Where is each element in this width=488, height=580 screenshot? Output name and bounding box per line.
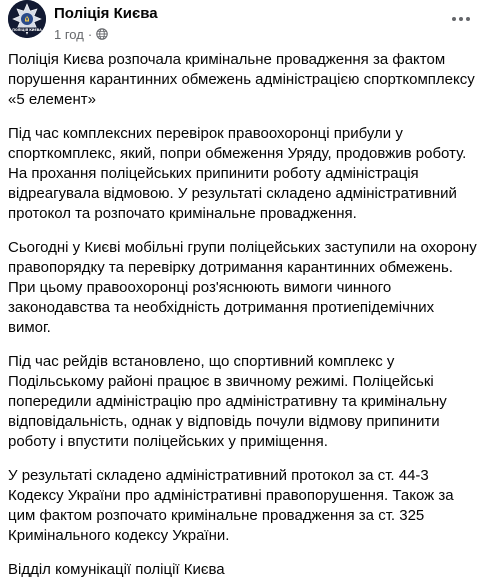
post-paragraph: У результаті складено адміністративний протокол за ст. 44-3 Кодексу України про адміністративні правопорушення. Також за цим фактом розпочато кримінальне провадження за ст. 325 Кримінального кодексу України. bbox=[8, 467, 454, 544]
globe-icon[interactable] bbox=[96, 28, 108, 40]
post-paragraph: Поліція Києва розпочала кримінальне провадження за фактом порушення карантинних обмежень адміністрацією спорткомплексу «5 елемент» bbox=[8, 51, 475, 108]
avatar[interactable] bbox=[8, 0, 46, 38]
avatar-text: ПОЛІЦІЯ КИЄВА bbox=[12, 28, 42, 32]
post-paragraph: Під час комплексних перевірок правоохоронці прибули у спорткомплекс, який, попри обмеження Уряду, продовжив роботу. На прохання поліцейських припинити роботу адміністрація відреагувала відмовою. У результаті складено адміністративний протокол та розпочато кримінальне провадження. bbox=[8, 125, 467, 222]
post-signature: Відділ комунікації поліції Києва bbox=[8, 561, 225, 578]
post-meta bbox=[54, 26, 108, 42]
post-time-link[interactable]: 1 год bbox=[54, 26, 84, 42]
post-paragraph: Під час рейдів встановлено, що спортивний комплекс у Подільському районі працює в звичному режимі. Поліцейські попередили адміністрацію про адміністративну та кримінальну відповідальність, однак у відповідь почули відмову припинити роботу і впустити поліцейських у приміщення. bbox=[8, 353, 447, 450]
post-paragraph: Сьогодні у Києві мобільні групи поліцейських заступили на охорону правопорядку та перевірку дотримання карантинних обмежень. При цьому правоохоронці роз'яснюють вимоги чинного законодавства та необхідність дотримання протиепідемічних вимог. bbox=[8, 239, 477, 336]
more-options-button[interactable] bbox=[448, 6, 474, 32]
post-header bbox=[8, 0, 480, 48]
police-logo-icon bbox=[8, 0, 46, 38]
more-horizontal-icon bbox=[452, 17, 456, 21]
meta-separator: · bbox=[87, 26, 93, 42]
page-name-link[interactable]: Поліція Києва bbox=[54, 5, 158, 22]
post-body bbox=[8, 50, 478, 580]
